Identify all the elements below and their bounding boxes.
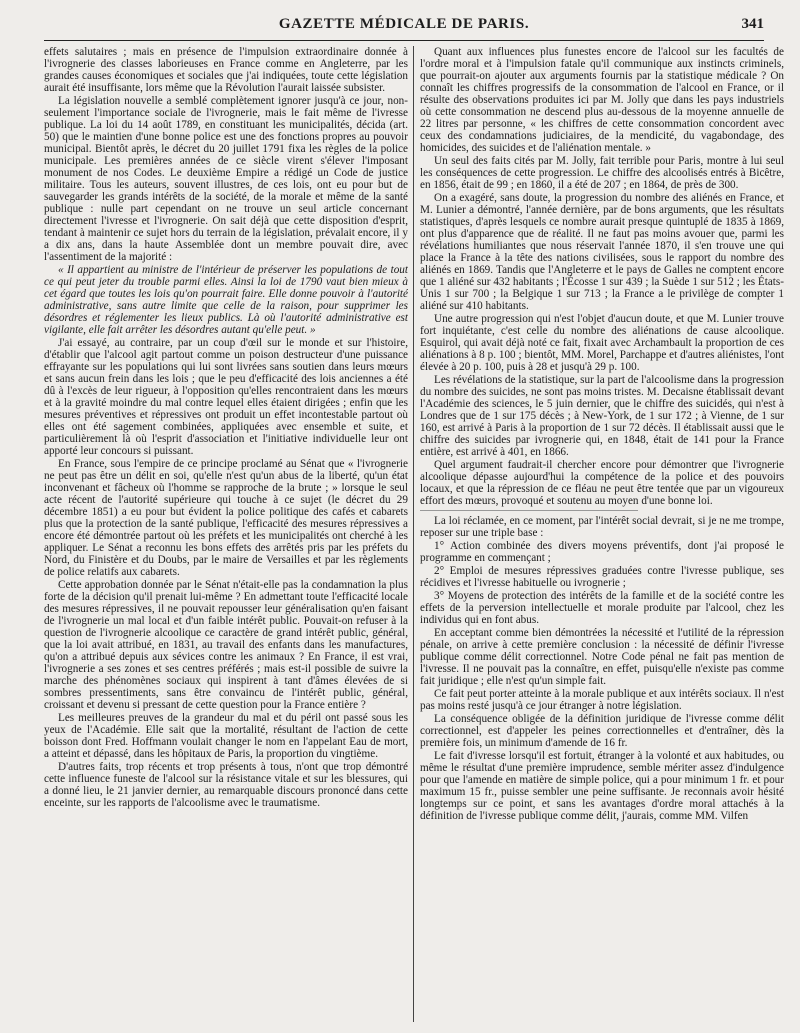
paragraph: D'autres faits, trop récents et trop présents à tous, n'ont que trop démontré cette influence funeste de l'alcool sur la résistance vitale et sur les blessures, qui a donné lieu, le 21 janvier dernier, au remarquable discours prononcé dans cette enceinte, sur les rapports de l'alcoolisme avec le traumatisme.: [44, 761, 408, 809]
paragraph: On a exagéré, sans doute, la progression du nombre des aliénés en France, et M. Lunier a démontré, l'année dernière, par de bons arguments, que les résultats statistiques, d'après lesquels ce nombre aurait presque quintuplé de 1835 à 1869, ont plus d'apparence que de réalité. Il ne faut pas moins avouer que, parmi les révélations humiliantes que nous réservait l'année 1870, il s'en trouve une qui place la France à la tête des nations civilisées, sous le rapport du nombre des aliénés en 1869. Tandis que l'Angleterre et le pays de Galles ne comptent encore que 1 aliéné sur 432 habitants ; l'Écosse 1 sur 439 ; la Suède 1 sur 512 ; les États-Unis 1 sur 700 ; la Belgique 1 sur 713 ; la France a le privilège de compter 1 aliéné sur 410 habitants.: [420, 192, 784, 312]
page-number: 341: [741, 16, 764, 32]
section-separator: [420, 510, 638, 511]
paragraph: En France, sous l'empire de ce principe proclamé au Sénat que « l'ivrognerie ne peut pas être un délit en soi, qu'elle n'est qu'un abus de la liberté, qu'un état inconvenant et fâcheux où l'homme se rapproche de la brute ; » lorsque le seul acte récent de l'autorité supérieure qui touche à ce sujet (le décret du 29 décembre 1851) a eu pour but évident la police politique des cafés et cabarets plus que la protection de la santé publique, l'efficacité des mesures répressives a encore été démontrée partout où les préfets et les municipalités ont cherché à les appliquer. Le Sénat a reconnu les bons effets des arrêtés pris par les préfets du Nord, du Finistère et du Doubs, par le maire de Versailles et par les règlements de police relatifs aux cabarets.: [44, 458, 408, 578]
paragraph: La législation nouvelle a semblé complètement ignorer jusqu'à ce jour, non-seulement l'importance sociale de l'ivrognerie, mais le fait même de l'ivresse publique. La loi du 14 août 1789, en constituant les municipalités, décida (art. 50) que le maintien d'une bonne police est une des fonctions propres au pouvoir municipal. Bientôt après, le décret du 20 juillet 1791 fixa les règles de la police municipale. Les premières années de ce siècle virent s'élever l'imposant monument de nos Codes. Le deuxième Empire a rédigé un Code de justice militaire. Tous les auteurs, souvent illustres, de ces lois, ont eu pour but de sauvegarder les grands intérêts de la société, de la morale et même de la santé publique : nulle part cependant on ne trouve un seul article concernant directement l'ivresse et l'ivrognerie. On sait déjà que cette disposition d'esprit, tendant à maintenir ce sujet hors du terrain de la législation, prévalait encore, il y a dix ans, dans la haute Assemblée dont un membre pouvait dire, avec l'assentiment de la majorité :: [44, 95, 408, 263]
left-column: [44, 46, 408, 1026]
column-divider: [413, 46, 414, 1022]
paragraph: Quel argument faudrait-il chercher encore pour démontrer que l'ivrognerie alcoolique dépasse aujourd'hui la compétence de la police et des pouvoirs locaux, et que la répression de ce fléau ne peut être tentée que par un vigoureux effort des mœurs, provoqué et soutenu au moyen d'une bonne loi.: [420, 459, 784, 507]
running-title: GAZETTE MÉDICALE DE PARIS.: [278, 16, 530, 32]
paragraph: Une autre progression qui n'est l'objet d'aucun doute, et que M. Lunier trouve fort inquiétante, c'est celle du nombre des aliénations de cause alcoolique. Esquirol, qui avait déjà noté ce fait, fixait avec Archambault la proportion de ces aliénations à 8 p. 100 ; bientôt, MM. Morel, Parchappe et d'autres aliénistes, l'ont élevée à 20 p. 100, puis à 28 et jusqu'à 29 p. 100.: [420, 313, 784, 373]
paragraph: Un seul des faits cités par M. Jolly, fait terrible pour Paris, montre à lui seul les conséquences de cette progression. Le chiffre des alcoolisés entrés à Bicêtre, en 1856, était de 99 ; en 1860, il a été de 207 ; en 1864, de près de 300.: [420, 155, 784, 191]
paragraph: Le fait d'ivresse lorsqu'il est fortuit, étranger à la volonté et aux habitudes, ou même le résultat d'une première imprudence, semble mériter assez d'indulgence pour que l'amende en matière de simple police, qui a pour minimum 1 fr. et pour maximum 15 fr., puisse sembler une peine suffisante. Je reconnais avoir hésité longtemps sur ce point, et sans les avantages d'ordre moral attachés à la définition de l'ivresse publique comme délit, j'aurais, comme MM. Vilfen: [420, 750, 784, 822]
numbered-item: 2° Emploi de mesures répressives graduées contre l'ivresse publique, ses récidives et l'ivresse habituelle ou ivrognerie ;: [420, 565, 784, 589]
paragraph: J'ai essayé, au contraire, par un coup d'œil sur le monde et sur l'histoire, d'établir que l'alcool agit partout comme un poison destructeur d'une puissance effrayante sur les populations qui lui sont livrées sans soutien dans leurs mœurs et sans aucun frein dans les lois ; que le peu d'efficacité des lois anciennes a été dû à l'excès de leur rigueur, à l'opposition qu'elles rencontraient dans les mœurs et à la gravité moindre du mal contre lequel elles étaient dirigées ; enfin que les mesures préventives et répressives ont produit un effet incontestable partout où elles ont été sagement combinées, appliquées avec ensemble et suite, et particulièrement là où l'esprit d'association et l'initiative individuelle leur ont apporté leur concours si puissant.: [44, 337, 408, 457]
paragraph: Cette approbation donnée par le Sénat n'était-elle pas la condamnation la plus forte de la décision qu'il prenait lui-même ? En admettant toute l'efficacité locale des mesures répressives, il ne pouvait repousser leur généralisation qu'en faisant de l'ivrognerie un mal local et d'un faible intérêt public. Pouvait-on refuser à la question de l'ivrognerie alcoolique ce caractère de grand intérêt public, général, que la loi avait attribué, en 1831, au travail des enfants dans les manufactures, qu'on a attribué depuis aux sévices contre les animaux ? En France, il est vrai, l'ivrognerie a ses zones et ses centres préférés ; mais est-il possible de suivre la marche des phénomènes sociaux qui inspirent à tant d'âmes élevées de si sombres pressentiments, sans être convaincu de l'intérêt public, général, croissant et devenu si pressant de cette question pour la France entière ?: [44, 579, 408, 711]
paragraph: Ce fait peut porter atteinte à la morale publique et aux intérêts sociaux. Il n'est pas moins resté jusqu'à ce jour étranger à notre législation.: [420, 688, 784, 712]
right-column: [420, 46, 784, 1026]
page-header: [44, 12, 764, 41]
paragraph: Quant aux influences plus funestes encore de l'alcool sur les facultés de l'ordre moral et à l'impulsion fatale qu'il communique aux instincts criminels, que pourrait-on ajouter aux arguments fournis par la statistique médicale ? On connaît les chiffres progressifs de la consommation de l'alcool en France, or il résulte des observations produites ici par M. Jolly que dans les pays industriels où cette consommation ne descend plus au-dessous de la moyenne annuelle de 22 litres par personne, « les chiffres de cette consommation concordent avec ceux des condamnations judiciaires, de la mendicité, du vagabondage, des homicides, des suicides et de l'aliénation mentale. »: [420, 46, 784, 154]
numbered-item: 1° Action combinée des divers moyens préventifs, dont j'ai proposé le programme en commençant ;: [420, 540, 784, 564]
paragraph: Les révélations de la statistique, sur la part de l'alcoolisme dans la progression du nombre des suicides, ne sont pas moins tristes. M. Decaisne établissait devant l'Académie des sciences, le 5 juin dernier, que le chiffre des suicidés, qui n'est à Londres que de 1 sur 175 décès ; à New-York, de 1 sur 172 ; à Vienne, de 1 sur 160, est arrivé à Paris à la proportion de 1 sur 72 décès. Il établissait aussi que le chiffre des suicides par ivrognerie qui, en 1848, était de 141 pour la France entière, est arrivé à 401, en 1866.: [420, 374, 784, 458]
paragraph: effets salutaires ; mais en présence de l'impulsion extraordinaire donnée à l'ivrognerie des classes laborieuses en France comme en Angleterre, par les grandes causes économiques et sociales que j'ai indiquées, toute cette législation aurait été insuffisante, lors même que la Révolution l'aurait laissée subsister.: [44, 46, 408, 94]
paragraph: La conséquence obligée de la définition juridique de l'ivresse comme délit correctionnel, est d'appeler les peines correctionnelles et d'entraîner, dès la première fois, un minimum d'amende de 16 fr.: [420, 713, 784, 749]
paragraph: Les meilleures preuves de la grandeur du mal et du péril ont passé sous les yeux de l'Académie. Elle sait que la mortalité, résultant de l'action de cette boisson dont Fred. Hoffmann voulait changer le nom en l'appelant Eau de mort, a atteint et dépassé, dans les hôpitaux de Paris, la proportion du vingtième.: [44, 712, 408, 760]
paragraph: La loi réclamée, en ce moment, par l'intérêt social devrait, si je ne me trompe, reposer sur une triple base :: [420, 515, 784, 539]
paragraph: En acceptant comme bien démontrées la nécessité et l'utilité de la répression pénale, on arrive à cette première conclusion : la nécessité de définir l'ivresse publique comme délit correctionnel. Notre Code pénal ne fait pas mention de l'ivresse. Il ne pouvait pas la connaître, en effet, puisqu'elle n'existe pas comme fait juridique ; elle n'est qu'un simple fait.: [420, 627, 784, 687]
quoted-paragraph: « Il appartient au ministre de l'intérieur de préserver les populations de tout ce qui peut jeter du trouble parmi elles. Ainsi la loi de 1790 vaut bien mieux à cet égard que toutes les lois qu'on pourrait faire. Elle donne pouvoir à l'autorité administrative, sans autre limite que celle de la raison, pour supprimer les désordres et réglementer les lieux publics. Là où l'autorité administrative est vigilante, elle fait arrêter les désordres autant qu'elle peut. »: [44, 264, 408, 336]
numbered-item: 3° Moyens de protection des intérêts de la famille et de la société contre les effets de la perversion intellectuelle et morale produite par l'alcool, chez les individus qui en font abus.: [420, 590, 784, 626]
